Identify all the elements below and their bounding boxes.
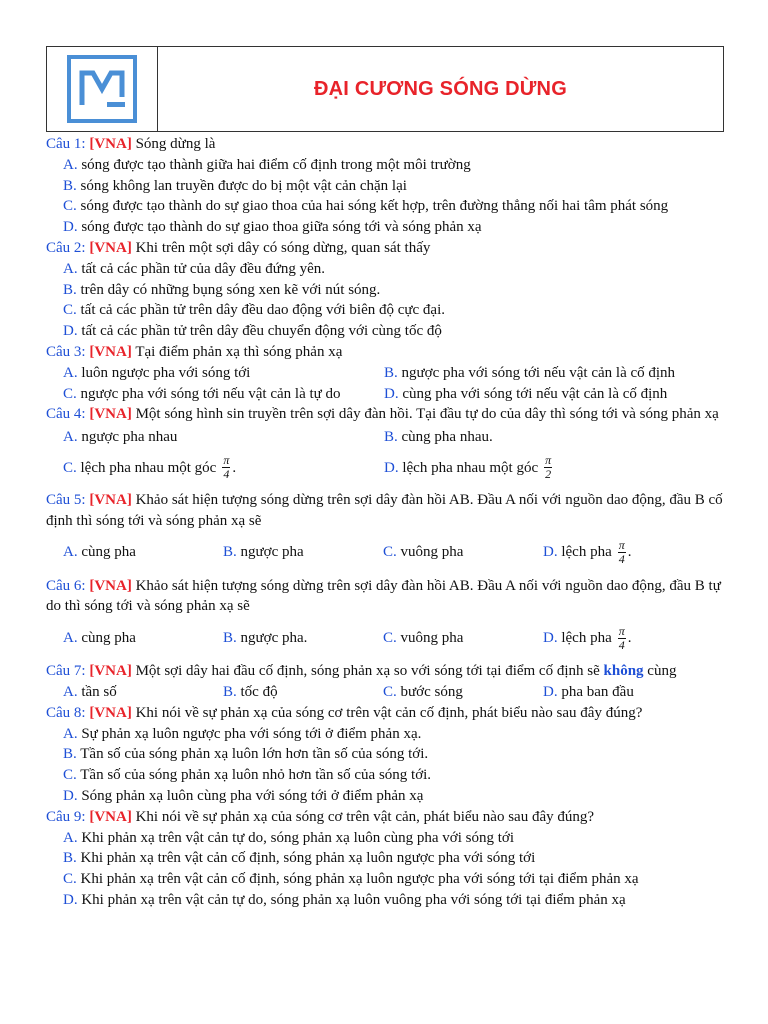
option-letter: B. [63,850,77,867]
option-b [46,280,726,301]
question-number: Câu 5: [46,491,86,508]
option-letter: D. [384,459,399,476]
option-b [384,363,705,384]
option-c [46,300,726,321]
source-tag: [VNA] [89,663,132,680]
fraction-denominator: 4 [618,552,625,567]
question-6 [46,576,726,618]
option-a [63,542,223,563]
option-text: lệch pha [561,544,612,561]
options-row [46,448,726,488]
option-letter: D. [543,683,558,700]
source-tag: [VNA] [89,808,132,825]
options-row [46,617,726,659]
option-text: ngược pha với sóng tới nếu vật cản là cố định [401,364,676,381]
question-text: Một sóng hình sin truyền trên sợi dây đàn hồi. Tại đầu tự do của dây thì sóng tới và sóng phản xạ [131,406,719,423]
question-number: Câu 4: [46,406,86,423]
source-tag: [VNA] [89,577,132,594]
fraction-denominator: 4 [223,467,230,482]
source-tag: [VNA] [89,136,132,152]
option-a [46,155,726,176]
fraction-numerator: π [223,453,230,468]
question-9 [46,807,726,828]
option-c [383,682,543,703]
option-d [543,625,703,652]
option-text: Khi phản xạ trên vật cản cố định, sóng phản xạ luôn ngược pha với sóng tới [80,850,536,867]
option-letter: A. [63,156,78,173]
option-letter: C. [63,198,77,215]
option-text: Tần số của sóng phản xạ luôn lớn hơn tần số của sóng tới. [80,746,429,763]
option-letter: B. [223,629,237,646]
option-letter: D. [63,787,78,804]
option-text: Khi phản xạ trên vật cản tự do, sóng phản xạ luôn cùng pha với sóng tới [81,829,515,846]
option-letter: B. [223,544,237,561]
question-text: Sóng dừng là [131,136,216,152]
title-cell [158,47,723,131]
option-letter: B. [384,364,398,381]
option-text: vuông pha [400,629,464,646]
option-letter: C. [63,871,77,888]
source-tag: [VNA] [89,406,132,423]
option-b [223,628,383,649]
options-row [46,384,726,405]
option-letter: C. [383,544,397,561]
source-tag: [VNA] [89,491,132,508]
option-c [383,628,543,649]
options-row [46,427,726,448]
option-letter: B. [63,177,77,194]
option-text: cùng pha [81,629,136,646]
option-text: bước sóng [400,683,463,700]
question-text: Khảo sát hiện tượng sóng dừng trên sợi dây đàn hồi AB. Đầu A nối với nguồn dao động, đầu B tự do thì sóng tới và sóng phản xạ sẽ [46,577,721,615]
option-d [543,682,703,703]
option-letter: D. [543,629,558,646]
keyword-highlight: không [603,663,644,680]
option-end: . [232,459,237,476]
option-text: Sóng phản xạ luôn cùng pha với sóng tới ở điểm phản xạ [81,787,424,804]
ml-logo-icon [67,55,137,123]
source-tag: [VNA] [89,704,132,721]
option-c [46,196,726,217]
option-text: tốc độ [240,683,278,700]
option-b [46,744,726,765]
option-text: tất cả các phần tử của dây đều đứng yên. [81,260,325,277]
option-a [46,828,726,849]
options-row [46,682,726,703]
option-c [46,765,726,786]
question-text: Khi trên một sợi dây có sóng dừng, quan sát thấy [131,239,431,256]
option-letter: A. [63,364,78,381]
question-number: Câu 7: [46,663,86,680]
question-7 [46,661,726,682]
option-c [46,869,726,890]
option-text: lệch pha nhau một góc [80,459,217,476]
option-b [46,848,726,869]
option-text: Khi phản xạ trên vật cản cố định, sóng phản xạ luôn ngược pha với sóng tới tại điểm phản xạ [80,871,639,888]
source-tag: [VNA] [89,343,132,360]
option-end: . [627,629,632,646]
option-letter: D. [384,385,399,402]
option-text: cùng pha nhau. [401,429,493,446]
option-letter: A. [63,829,78,846]
question-5 [46,490,726,532]
option-letter: C. [63,385,77,402]
option-letter: B. [63,281,77,298]
option-a [46,259,726,280]
question-number: Câu 6: [46,577,86,594]
option-text: Khi phản xạ trên vật cản tự do, sóng phản xạ luôn vuông pha với sóng tới tại điểm phản xạ [81,891,626,908]
question-number: Câu 3: [46,343,86,360]
option-text: cùng pha [81,544,136,561]
fraction [618,625,626,652]
fraction-numerator: π [618,538,625,553]
option-letter: D. [63,323,78,340]
question-number: Câu 1: [46,136,86,152]
option-a [63,427,384,448]
document-header [46,46,724,132]
option-letter: D. [63,891,78,908]
option-letter: B. [63,746,77,763]
question-text-end: cùng [643,663,677,680]
option-letter: A. [63,429,78,446]
option-letter: A. [63,683,78,700]
option-text: ngược pha với sóng tới nếu vật cản là tự do [80,385,341,402]
option-b [223,682,383,703]
option-letter: A. [63,629,78,646]
fraction-denominator: 2 [545,467,552,482]
option-text: sóng được tạo thành do sự giao thoa của hai sóng kết hợp, trên đường thẳng nối hai tâm phát sóng [80,198,669,215]
option-letter: C. [63,767,77,784]
option-c [63,454,384,481]
option-text: vuông pha [400,544,464,561]
option-text: sóng được tạo thành do sự giao thoa giữa sóng tới và sóng phản xạ [81,219,482,236]
option-letter: C. [63,459,77,476]
option-letter: A. [63,725,78,742]
option-c [383,542,543,563]
option-d [46,321,726,342]
question-text: Tại điểm phản xạ thì sóng phản xạ [131,343,343,360]
fraction [222,454,230,481]
fraction-numerator: π [618,623,625,638]
question-number: Câu 9: [46,808,86,825]
option-b [46,176,726,197]
option-text: tần số [81,683,117,700]
option-a [63,682,223,703]
question-list [46,134,726,911]
option-text: ngược pha. [240,629,308,646]
option-text: ngược pha [240,544,304,561]
option-text: pha ban đầu [561,683,634,700]
option-d [543,539,703,566]
option-letter: D. [543,544,558,561]
option-letter: A. [63,260,78,277]
question-number: Câu 2: [46,239,86,256]
question-2 [46,238,726,259]
fraction-numerator: π [545,453,552,468]
question-text: Khi nói về sự phản xạ của sóng cơ trên vật cản, phát biểu nào sau đây đúng? [131,808,595,825]
option-text: sóng được tạo thành giữa hai điểm cố định trong một môi trường [81,156,471,173]
option-d [46,786,726,807]
question-number: Câu 8: [46,704,86,721]
option-a [46,724,726,745]
page-title: ĐẠI CƯƠNG SÓNG DỪNG [314,77,567,100]
question-8 [46,703,726,724]
question-text: Khi nói về sự phản xạ của sóng cơ trên vật cản cố định, phát biểu nào sau đây đúng? [131,704,643,721]
option-letter: B. [384,429,398,446]
option-text: trên dây có những bụng sóng xen kẽ với nút sóng. [80,281,381,298]
option-end: . [627,544,632,561]
question-text: Khảo sát hiện tượng sóng dừng trên sợi dây đàn hồi AB. Đầu A nối với nguồn dao động, đầu B cố định thì sóng tới và sóng phản xạ sẽ [46,491,723,529]
options-row [46,532,726,574]
option-letter: C. [383,629,397,646]
question-1 [46,134,726,155]
question-3 [46,342,726,363]
option-a [63,628,223,649]
option-text: tất cả các phần tử trên dây đều chuyển động với cùng tốc độ [81,323,442,340]
fraction [618,539,626,566]
option-letter: C. [63,302,77,319]
option-letter: C. [383,683,397,700]
source-tag: [VNA] [89,239,132,256]
fraction-denominator: 4 [618,637,625,652]
option-text: tất cả các phần tử trên dây đều dao động với biên độ cực đại. [80,302,445,319]
option-text: Tần số của sóng phản xạ luôn nhỏ hơn tần số của sóng tới. [80,767,432,784]
option-text: cùng pha với sóng tới nếu vật cản là cố định [402,385,668,402]
fraction [544,454,552,481]
option-letter: D. [63,219,78,236]
option-text: sóng không lan truyền được do bị một vật cản chặn lại [80,177,407,194]
option-text: ngược pha nhau [81,429,178,446]
question-4 [46,404,726,425]
options-row [46,363,726,384]
option-d [384,454,705,481]
option-c [63,384,384,405]
option-d [46,890,726,911]
option-text: Sự phản xạ luôn ngược pha với sóng tới ở điểm phản xạ. [81,725,422,742]
logo-cell [47,47,158,131]
option-letter: B. [223,683,237,700]
option-b [223,542,383,563]
option-text: luôn ngược pha với sóng tới [81,364,251,381]
option-text: lệch pha [561,629,612,646]
option-d [46,217,726,238]
question-text: Một sợi dây hai đầu cố định, sóng phản xạ so với sóng tới tại điểm cố định sẽ [131,663,604,680]
option-a [63,363,384,384]
option-text: lệch pha nhau một góc [402,459,539,476]
option-d [384,384,705,405]
option-letter: A. [63,544,78,561]
option-b [384,427,705,448]
